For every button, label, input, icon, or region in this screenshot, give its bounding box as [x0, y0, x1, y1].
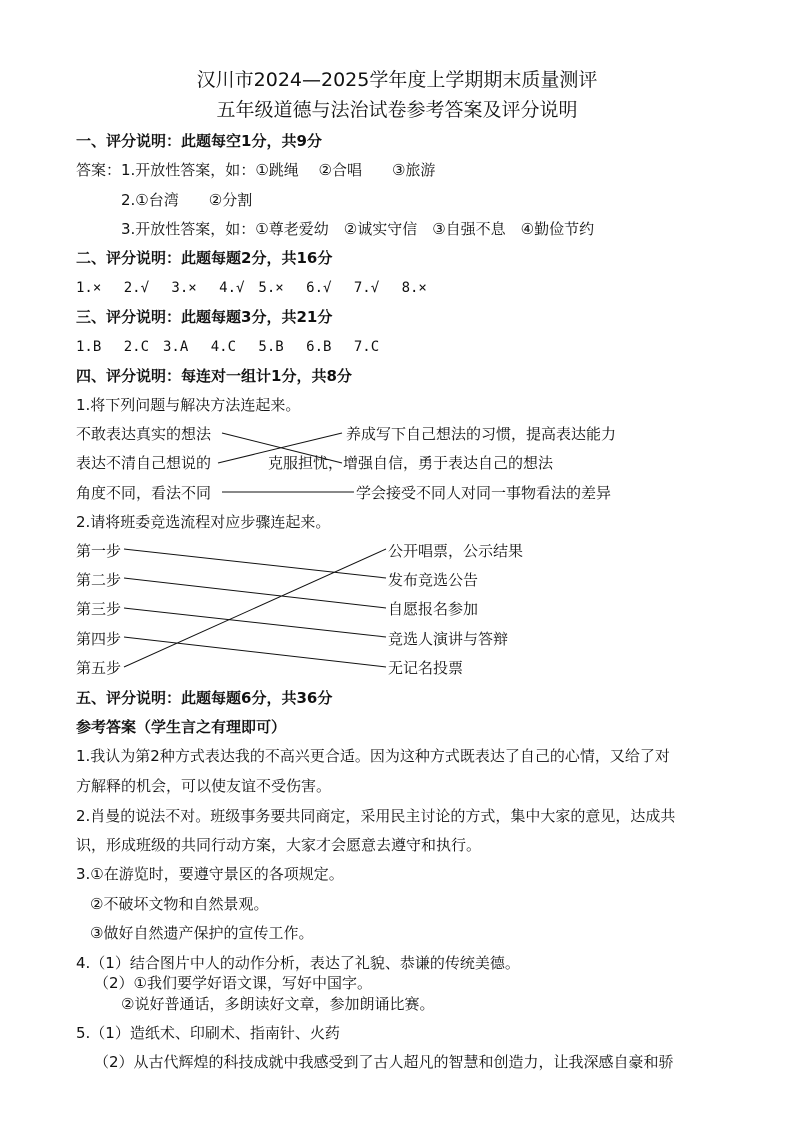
answer-1-line-1: 1.我认为第2种方式表达我的不高兴更合适。因为这种方式既表达了自己的心情，又给了对 — [76, 747, 670, 765]
q2-connector-line — [124, 608, 386, 637]
section-3-heading: 三、评分说明：此题每题3分，共21分 — [76, 308, 333, 326]
section-4-question-1: 1.将下列问题与解决方法连起来。 — [76, 396, 301, 414]
answer-3-line-3: ③做好自然遗产保护的宣传工作。 — [90, 924, 314, 942]
q2-right-item: 公开唱票，公示结果 — [388, 542, 524, 560]
answer-3-line-2: ②不破坏文物和自然景观。 — [90, 895, 269, 913]
answer-5-line-2: （2）从古代辉煌的科技成就中我感受到了古人超凡的智慧和创造力，让我深感自豪和骄 — [94, 1053, 674, 1071]
q1-left-item: 不敢表达真实的想法 — [76, 425, 212, 443]
section-1-answer-3: 3.开放性答案，如：①尊老爱幼 ②诚实守信 ③自强不息 ④勤俭节约 — [121, 220, 595, 238]
reference-answer-note: 参考答案（学生言之有理即可） — [76, 718, 287, 736]
q2-connector-line — [124, 549, 386, 667]
q1-left-item: 表达不清自己想说的 — [76, 454, 212, 472]
section-1-answer-1: 答案：1.开放性答案，如：①跳绳 ②合唱 ③旅游 — [76, 161, 436, 179]
section-5-heading: 五、评分说明：此题每题6分，共36分 — [76, 689, 333, 707]
answer-4-line-1: 4.（1）结合图片中人的动作分析，表达了礼貌、恭谦的传统美德。 — [76, 954, 520, 972]
q2-right-item: 发布竞选公告 — [388, 571, 479, 589]
q2-right-item: 自愿报名参加 — [388, 600, 479, 618]
q1-right-item: 养成写下自己想法的习惯，提高表达能力 — [346, 425, 617, 443]
section-4-heading: 四、评分说明：每连对一组计1分，共8分 — [76, 367, 352, 385]
q2-left-item: 第三步 — [76, 600, 122, 618]
q2-left-item: 第二步 — [76, 571, 122, 589]
q1-right-item: 克服担忧，增强自信，勇于表达自己的想法 — [268, 454, 554, 472]
answer-4-line-2: （2）①我们要学好语文课，写好中国字。 — [94, 974, 372, 992]
section-2-heading: 二、评分说明：此题每题2分，共16分 — [76, 249, 333, 267]
section-3-answers: 1.B 2.C 3.A 4.C 5.B 6.B 7.C — [76, 339, 380, 355]
section-1-answer-2: 2.①台湾 ②分割 — [121, 191, 253, 209]
q2-connector-line — [124, 549, 386, 578]
q2-connector-line — [124, 578, 386, 608]
section-4-question-2: 2.请将班委竞选流程对应步骤连起来。 — [76, 513, 331, 531]
answer-5-line-1: 5.（1）造纸术、印刷术、指南针、火药 — [76, 1024, 340, 1042]
q1-right-item: 学会接受不同人对同一事物看法的差异 — [356, 484, 612, 502]
answer-2-line-1: 2.肖曼的说法不对。班级事务要共同商定，采用民主讨论的方式，集中大家的意见，达成共 — [76, 807, 676, 825]
section-1-heading: 一、评分说明：此题每空1分，共9分 — [76, 132, 322, 150]
q2-connector-line — [124, 637, 386, 667]
q1-left-item: 角度不同，看法不同 — [76, 484, 212, 502]
answer-4-line-3: ②说好普通话，多朗读好文章，参加朗诵比赛。 — [121, 995, 435, 1013]
q2-left-item: 第一步 — [76, 542, 122, 560]
q2-left-item: 第五步 — [76, 659, 122, 677]
q2-right-item: 竞选人演讲与答辩 — [388, 630, 509, 648]
section-2-answers: 1.× 2.√ 3.× 4.√ 5.× 6.√ 7.√ 8.× — [76, 280, 427, 296]
answer-3-line-1: 3.①在游览时，要遵守景区的各项规定。 — [76, 865, 344, 883]
answer-1-line-2: 方解释的机会，可以使友谊不受伤害。 — [76, 777, 332, 795]
q2-right-item: 无记名投票 — [388, 659, 464, 677]
title-line-2: 五年级道德与法治试卷参考答案及评分说明 — [216, 99, 578, 121]
q2-left-item: 第四步 — [76, 630, 122, 648]
title-line-1: 汉川市2024—2025学年度上学期期末质量测评 — [196, 69, 598, 91]
answer-2-line-2: 识，形成班级的共同行动方案，大家才会愿意去遵守和执行。 — [76, 836, 482, 854]
